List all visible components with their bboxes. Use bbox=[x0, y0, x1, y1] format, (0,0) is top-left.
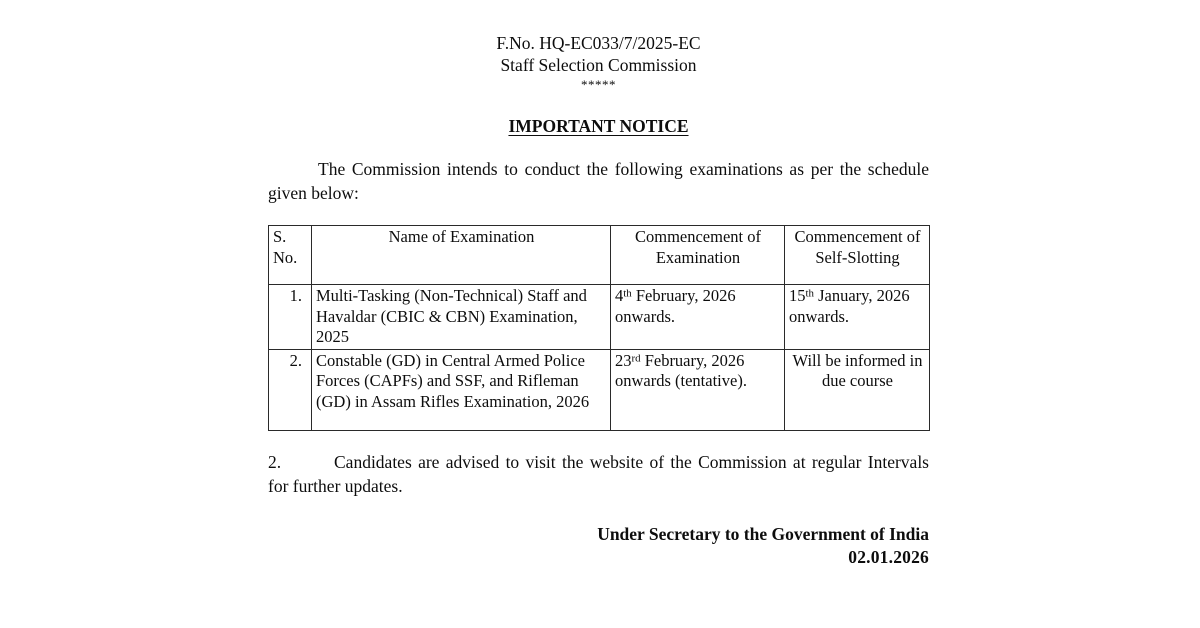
closing-paragraph bbox=[268, 450, 929, 498]
row-serial-number: 2. bbox=[269, 349, 312, 430]
row-commencement-exam: 4th February, 2026 onwards. bbox=[611, 285, 785, 350]
intro-paragraph: The Commission intends to conduct the following examinations as per the schedule given below: bbox=[268, 159, 929, 203]
signature-block bbox=[268, 523, 929, 569]
table-row bbox=[269, 285, 930, 350]
row-commencement-self-slotting: 15th January, 2026 onwards. bbox=[785, 285, 930, 350]
ordinal-suffix: th bbox=[623, 287, 632, 300]
header-separator: ***** bbox=[581, 77, 616, 92]
column-header-name: Name of Examination bbox=[312, 226, 611, 285]
row-commencement-exam: 23rd February, 2026 onwards (tentative). bbox=[611, 349, 785, 430]
row-examination-name: Constable (GD) in Central Armed Police Forces (CAPFs) and SSF, and Rifleman (GD) in Assam Rifles Examination, 2026 bbox=[312, 349, 611, 430]
organisation-name: Staff Selection Commission bbox=[500, 54, 697, 75]
file-number: F.No. HQ-EC033/7/2025-EC bbox=[496, 33, 701, 53]
page-title: IMPORTANT NOTICE bbox=[508, 116, 689, 136]
closing-paragraph-number: 2. bbox=[268, 451, 282, 472]
row-commencement-self-slotting: Will be informed in due course bbox=[785, 349, 930, 430]
column-header-sno: S. No. bbox=[269, 226, 312, 285]
column-header-commencement-exam: Commencement of Examination bbox=[611, 226, 785, 285]
column-header-commencement-self-slotting: Commencement of Self-Slotting bbox=[785, 226, 930, 285]
row-examination-name: Multi-Tasking (Non-Technical) Staff and Havaldar (CBIC & CBN) Examination, 2025 bbox=[312, 285, 611, 350]
ordinal-suffix: rd bbox=[631, 351, 641, 364]
notice-document bbox=[268, 0, 929, 569]
closing-paragraph-text: Candidates are advised to visit the website of the Commission at regular Intervals for further updates. bbox=[268, 451, 929, 496]
examination-schedule-table bbox=[268, 225, 930, 431]
row-serial-number: 1. bbox=[269, 285, 312, 350]
signature-date: 02.01.2026 bbox=[848, 546, 929, 567]
signatory-designation: Under Secretary to the Government of India bbox=[597, 523, 929, 544]
table-row bbox=[269, 349, 930, 430]
table-header-row bbox=[269, 226, 930, 285]
ordinal-suffix: th bbox=[805, 287, 814, 300]
document-header bbox=[268, 0, 929, 92]
